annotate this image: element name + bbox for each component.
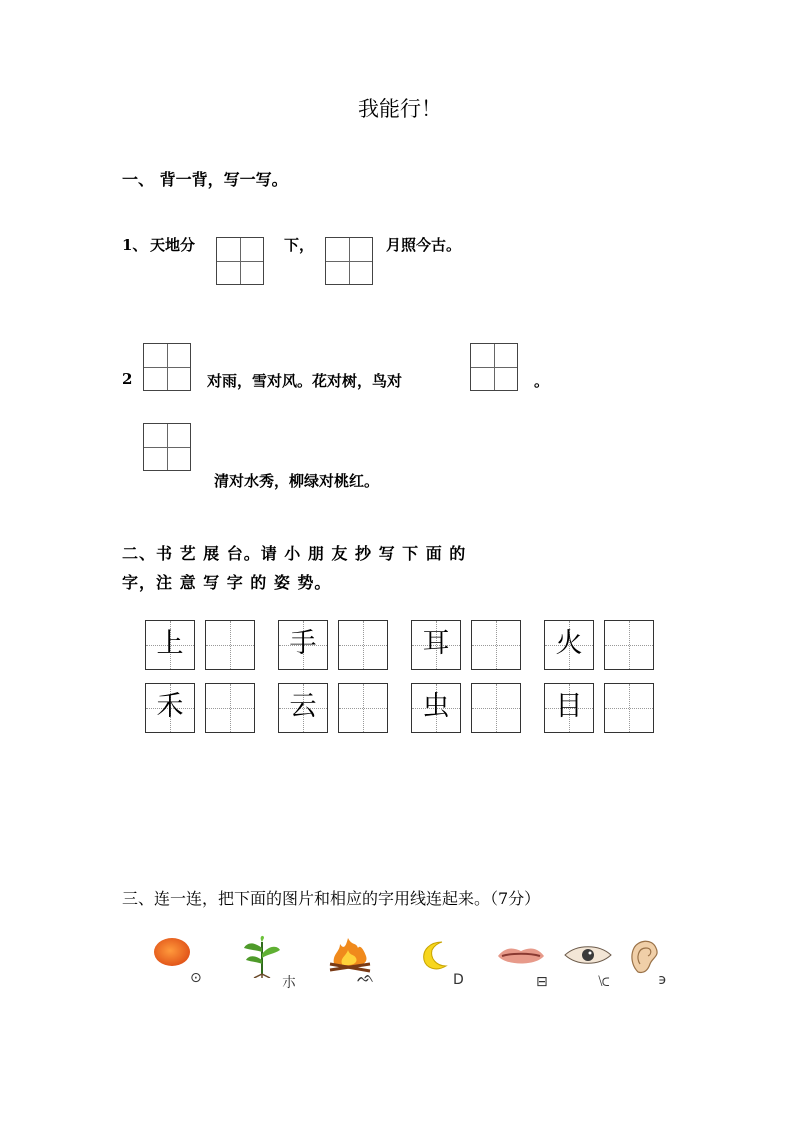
q1-number: 1、 [122,236,148,254]
copy-cell-blank[interactable] [471,683,521,733]
sprout-icon[interactable] [240,934,284,978]
glyph-mouth[interactable]: ⊟ [536,974,548,990]
q2-text-1: 对雨，雪对风。花对树，鸟对 [207,372,403,390]
eye-icon[interactable] [563,944,613,966]
sun-icon[interactable] [150,936,194,972]
q2-text-3: 清对水秀，柳绿对桃红。 [214,472,380,490]
copy-cell-model: 云 [278,683,328,733]
q1-text-2: 下， [284,236,315,254]
copy-cell-blank[interactable] [471,620,521,670]
copy-cell-blank[interactable] [338,620,388,670]
ear-icon[interactable] [628,936,662,976]
copy-cell-blank[interactable] [604,683,654,733]
copy-cell-model: 手 [278,620,328,670]
copy-cell-blank[interactable] [205,620,255,670]
section2-instruction-line2: 字，注 意 写 字 的 姿 势。 [122,573,332,592]
glyph-sun[interactable]: ⊙ [190,970,202,986]
mouth-icon[interactable] [496,944,546,968]
q2-text-2: 。 [534,372,550,390]
section1-heading: 一、 背一背，写一写。 [122,170,288,189]
answer-box-q2-b[interactable] [470,343,518,391]
copy-cell-model: 禾 [145,683,195,733]
copy-cell-blank[interactable] [338,683,388,733]
copy-cell-model: 上 [145,620,195,670]
glyph-fire[interactable]: ᨒ [357,970,375,986]
section3-heading: 三、连一连，把下面的图片和相应的字用线连起来。（7分） [122,889,541,908]
page-title: 我能行！ [358,97,442,121]
section2-instruction-line1: 二、书 艺 展 台。请 小 朋 友 抄 写 下 面 的 [122,544,467,563]
glyph-ear[interactable]: ϶ [658,972,667,988]
copy-cell-blank[interactable] [604,620,654,670]
answer-box-q2-c[interactable] [143,423,191,471]
copy-cell-blank[interactable] [205,683,255,733]
moon-icon[interactable] [418,938,452,972]
glyph-moon[interactable]: D [453,972,464,988]
fire-icon[interactable] [326,934,374,974]
copy-cell-model: 目 [544,683,594,733]
copy-cell-model: 虫 [411,683,461,733]
q2-number: 2 [122,370,133,388]
answer-box-q2-a[interactable] [143,343,191,391]
answer-box-q1-b[interactable] [325,237,373,285]
glyph-eye[interactable]: ⟈ [598,974,610,990]
glyph-grain[interactable]: 朩 [282,975,296,991]
copy-cell-model: 火 [544,620,594,670]
answer-box-q1-a[interactable] [216,237,264,285]
copy-cell-model: 耳 [411,620,461,670]
q1-text-3: 月照今古。 [386,236,462,254]
q1-text-1: 天地分 [150,236,196,254]
